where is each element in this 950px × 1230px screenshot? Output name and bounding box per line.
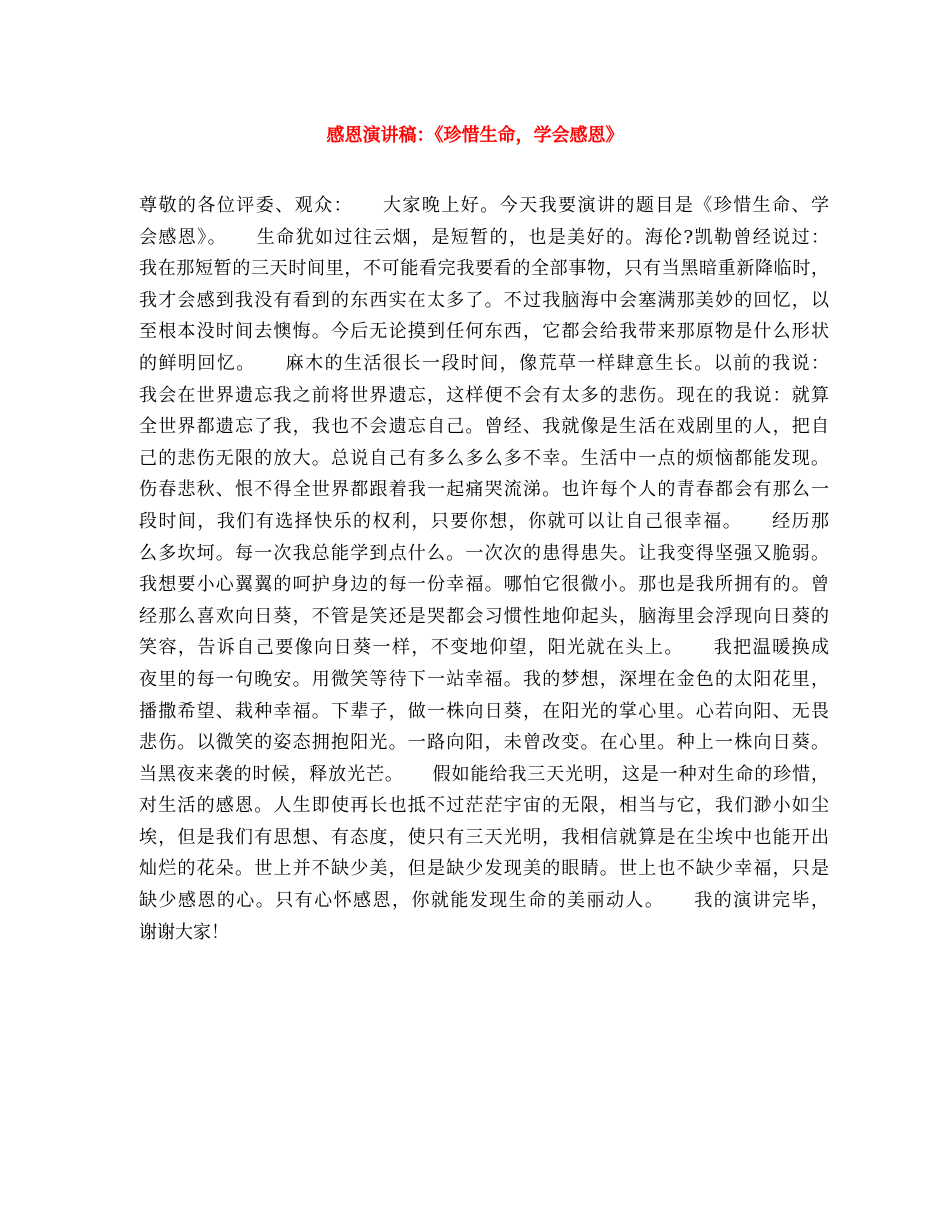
body-text-line: 谢谢大家！ bbox=[139, 921, 229, 943]
body-text-line: 埃，但是我们有思想、有态度，使只有三天光明，我相信就算是在尘埃中也能开出 bbox=[139, 826, 829, 848]
body-text-line: 的鲜明回忆。 麻木的生活很长一段时间，像荒草一样肆意生长。以前的我说： bbox=[139, 352, 829, 374]
body-text-line: 当黑夜来袭的时候，释放光芒。 假如能给我三天光明，这是一种对生命的珍惜， bbox=[139, 763, 829, 785]
body-text-line: 会感恩》。 生命犹如过往云烟，是短暂的，也是美好的。海伦?凯勒曾经说过： bbox=[139, 226, 829, 248]
body-text-line: 我会在世界遗忘我之前将世界遗忘，这样便不会有太多的悲伤。现在的我说：就算 bbox=[139, 384, 829, 406]
body-text-line: 灿烂的花朵。世上并不缺少美，但是缺少发现美的眼睛。世上也不缺少幸福，只是 bbox=[139, 858, 829, 880]
body-text-line: 我才会感到我没有看到的东西实在太多了。不过我脑海中会塞满那美妙的回忆，以 bbox=[139, 289, 829, 311]
body-text-line: 么多坎坷。每一次我总能学到点什么。一次次的患得患失。让我变得坚强又脆弱。 bbox=[139, 542, 829, 564]
document-title: 感恩演讲稿：《珍惜生命，学会感恩》 bbox=[326, 125, 624, 146]
document-body bbox=[139, 190, 829, 948]
body-text-line: 我想要小心翼翼的呵护身边的每一份幸福。哪怕它很微小。那也是我所拥有的。曾 bbox=[139, 574, 829, 596]
body-text-line: 我在那短暂的三天时间里，不可能看完我要看的全部事物，只有当黑暗重新降临时， bbox=[139, 258, 829, 280]
body-text-line: 笑容，告诉自己要像向日葵一样，不变地仰望，阳光就在头上。 我把温暖换成 bbox=[139, 637, 829, 659]
body-text-line: 至根本没时间去懊悔。今后无论摸到任何东西，它都会给我带来那原物是什么形状 bbox=[139, 321, 829, 343]
body-text-line: 对生活的感恩。人生即使再长也抵不过茫茫宇宙的无限，相当与它，我们渺小如尘 bbox=[139, 795, 829, 817]
body-text-line: 尊敬的各位评委、观众： 大家晚上好。今天我要演讲的题目是《珍惜生命、学 bbox=[139, 195, 829, 216]
body-text-line: 经那么喜欢向日葵，不管是笑还是哭都会习惯性地仰起头，脑海里会浮现向日葵的 bbox=[139, 605, 829, 627]
body-text-line: 缺少感恩的心。只有心怀感恩，你就能发现生命的美丽动人。 我的演讲完毕， bbox=[139, 890, 829, 912]
body-text-line: 全世界都遗忘了我，我也不会遗忘自己。曾经、我就像是生活在戏剧里的人，把自 bbox=[139, 416, 829, 438]
body-text-line: 悲伤。以微笑的姿态拥抱阳光。一路向阳，未曾改变。在心里。种上一株向日葵。 bbox=[139, 732, 829, 754]
body-text-line: 播撒希望、栽种幸福。下辈子，做一株向日葵，在阳光的掌心里。心若向阳、无畏 bbox=[139, 700, 829, 722]
body-text-line: 段时间，我们有选择快乐的权利，只要你想，你就可以让自己很幸福。 经历那 bbox=[139, 510, 829, 532]
body-text-line: 夜里的每一句晚安。用微笑等待下一站幸福。我的梦想，深埋在金色的太阳花里， bbox=[139, 668, 829, 690]
body-text-line: 己的悲伤无限的放大。总说自己有多么多么多不幸。生活中一点的烦恼都能发现。 bbox=[139, 447, 829, 469]
body-text-line: 伤春悲秋、恨不得全世界都跟着我一起痛哭流涕。也许每个人的青春都会有那么一 bbox=[139, 479, 829, 501]
